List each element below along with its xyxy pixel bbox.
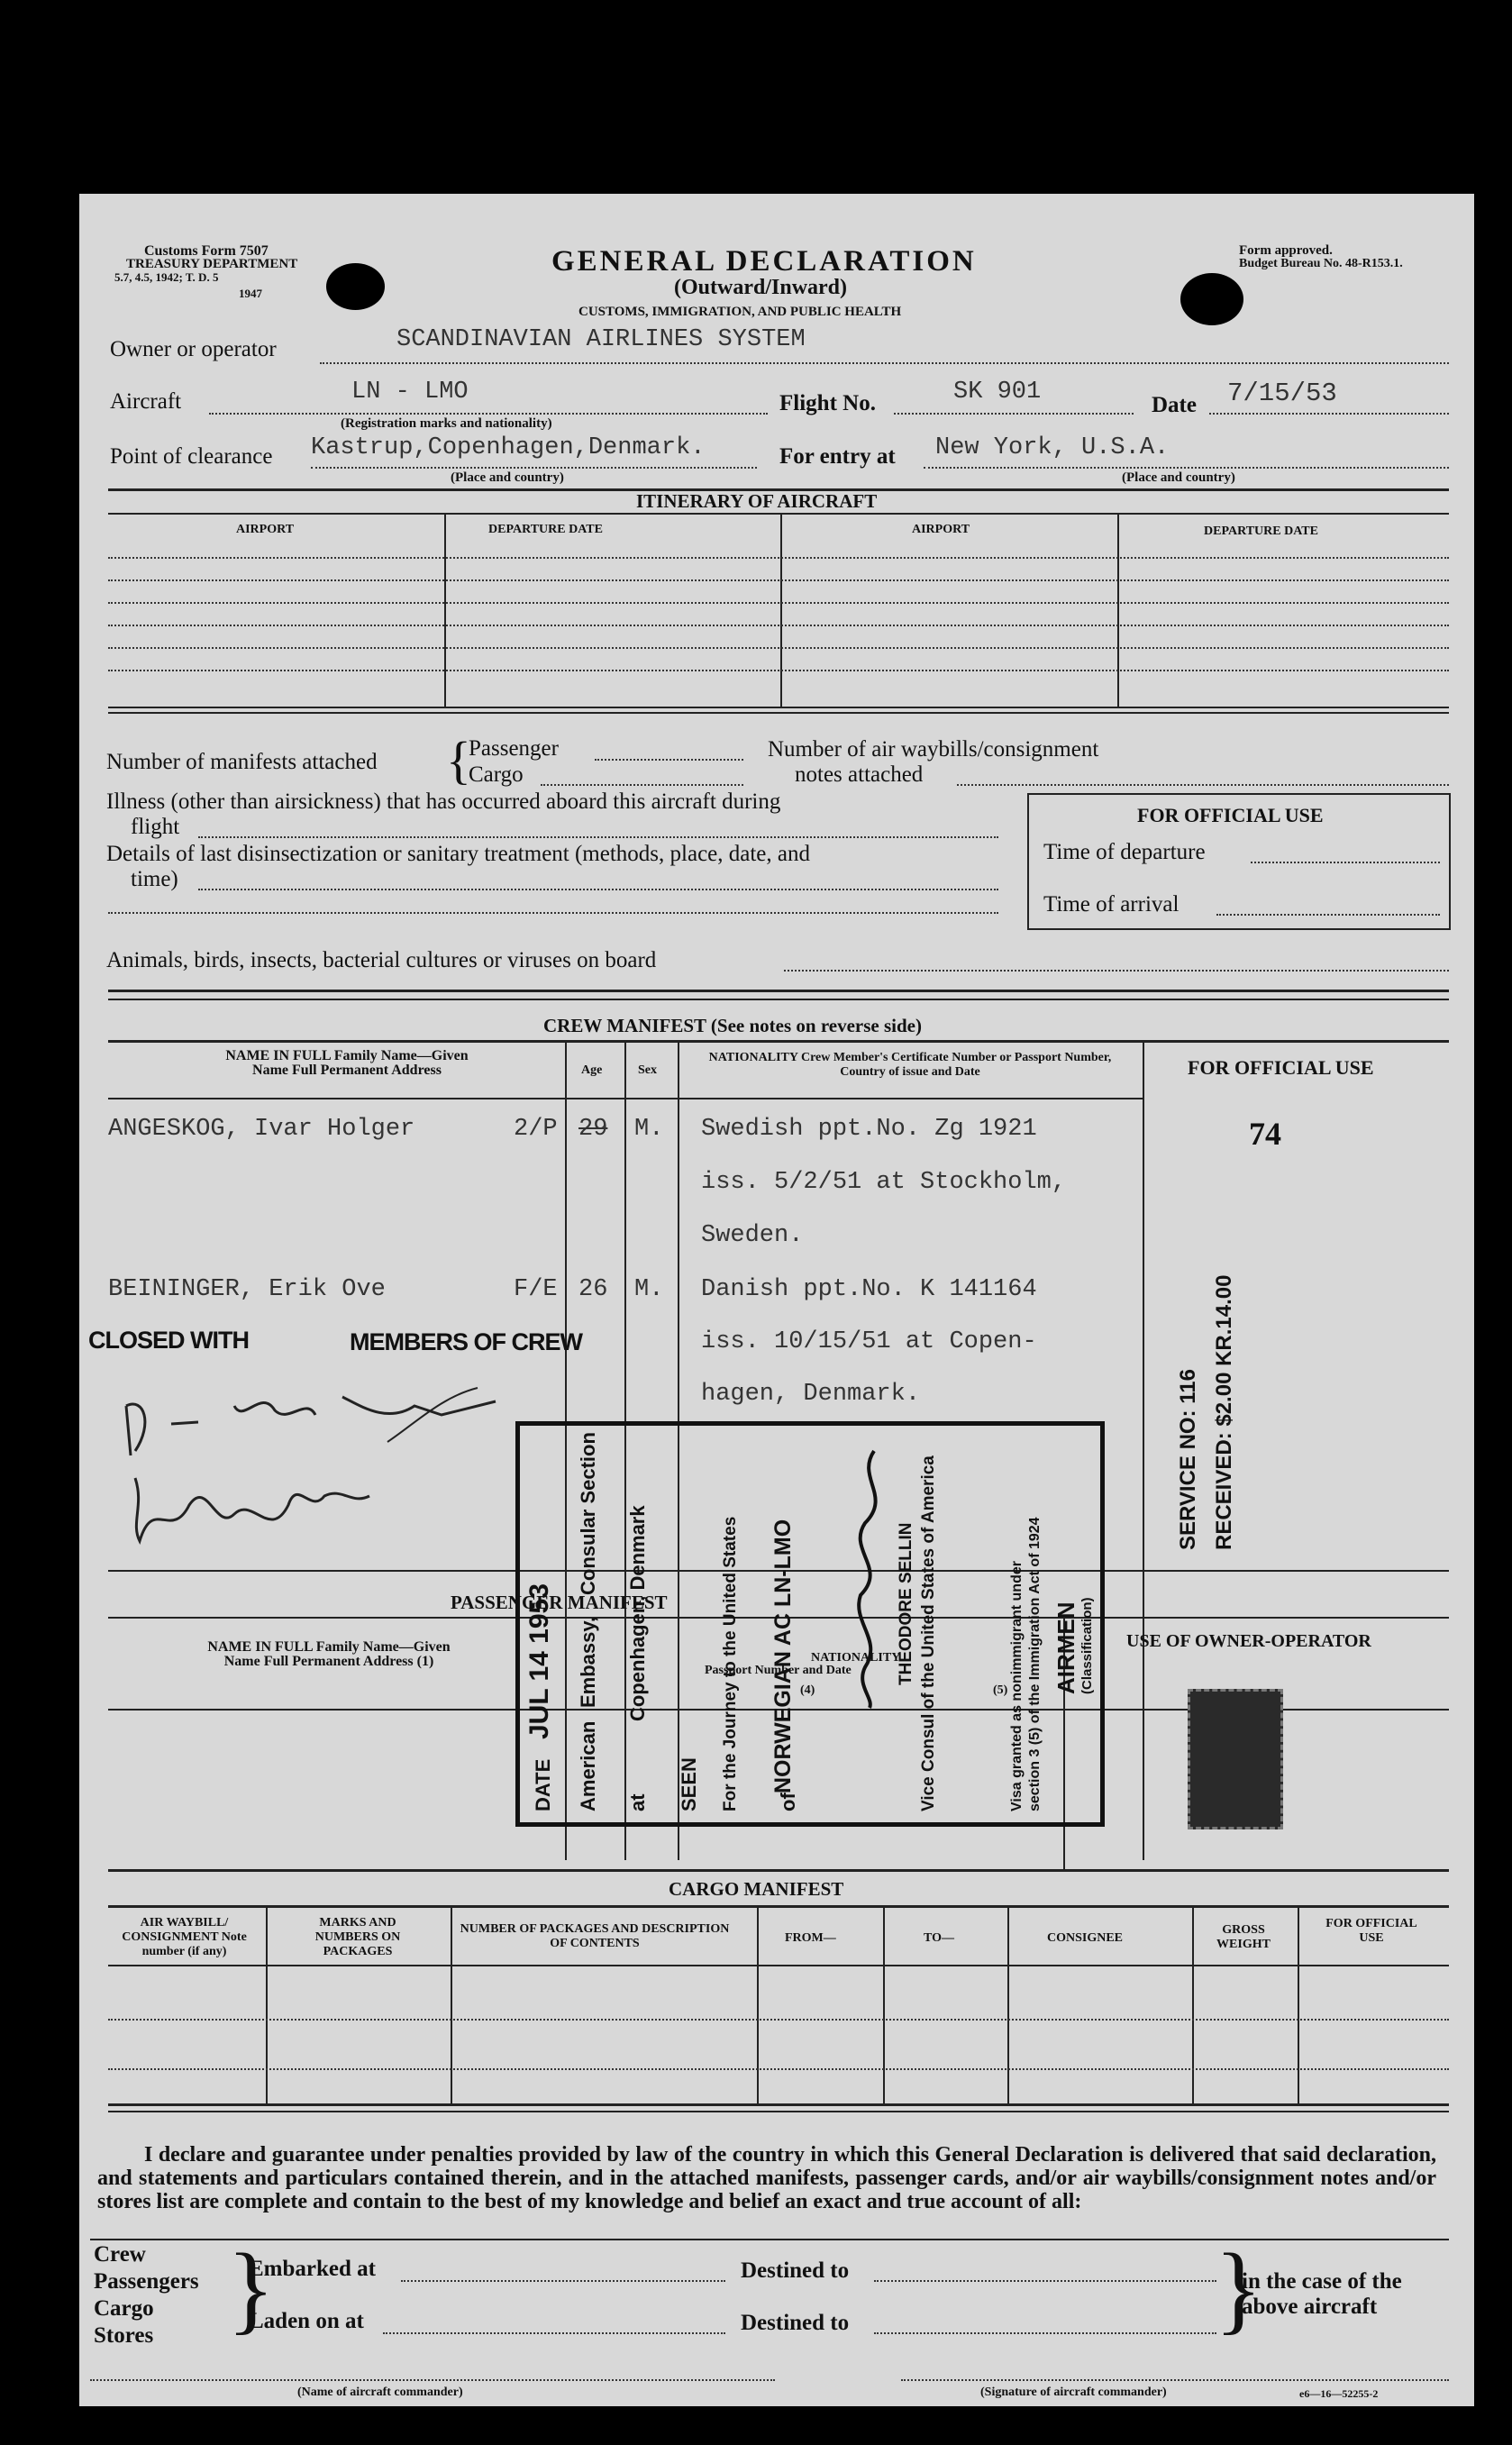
itinerary-col-airport-2: AIRPORT <box>912 523 970 536</box>
declaration-passengers: Passengers <box>94 2269 199 2294</box>
cargo-label: Cargo <box>469 762 524 787</box>
itinerary-row-line <box>108 557 1449 559</box>
passenger-bottom-rule <box>108 1869 1449 1872</box>
itinerary-title: ITINERARY OF AIRCRAFT <box>636 490 878 512</box>
details-bottom-rule <box>108 999 1449 1000</box>
cargo-col-consignee: CONSIGNEE <box>1047 1931 1124 1945</box>
aircraft-line <box>209 413 768 415</box>
cargo-divider <box>1007 1905 1009 2103</box>
cargo-col-waybill: AIR WAYBILL/ CONSIGNMENT Note number (if any) <box>122 1916 247 1958</box>
crew-divider <box>1143 1040 1144 1860</box>
itinerary-header-rule <box>108 513 1449 515</box>
owner-line <box>320 362 1449 364</box>
crew-row-1-age: 29 <box>578 1116 608 1143</box>
stamp-date-label: DATE <box>532 1758 554 1811</box>
entry-value: New York, U.S.A. <box>935 434 1170 461</box>
waybills-label: Number of air waybills/consignment <box>768 737 1099 762</box>
document-subtitle: (Outward/Inward) <box>674 276 848 299</box>
case-label-2: above aircraft <box>1242 2294 1378 2319</box>
flight-value: SK 901 <box>953 379 1042 406</box>
punch-hole <box>1180 273 1243 325</box>
crew-official-mark: 74 <box>1249 1116 1281 1152</box>
stamp-seen: SEEN <box>678 1757 700 1811</box>
details-bottom-rule <box>108 990 1449 992</box>
declaration-brace-left: } <box>227 2233 275 2343</box>
disinsect-label-cont: time) <box>131 867 178 891</box>
entry-label: For entry at <box>779 444 896 469</box>
time-arrival-line <box>1216 914 1440 916</box>
disinsect-label: Details of last disinsectization or sanitary treatment (methods, place, date, and <box>106 842 810 866</box>
crew-row-1-issue: iss. 5/2/51 at Stockholm, <box>701 1169 1067 1196</box>
commander-signature-line <box>901 2379 1449 2381</box>
print-code: e6—16—52255-2 <box>1299 2387 1379 2400</box>
time-arrival-label: Time of arrival <box>1043 892 1180 917</box>
crew-col-name: NAME IN FULL Family Name—Given Name Full Permanent Address <box>225 1048 469 1078</box>
stamp-at: at <box>626 1793 649 1811</box>
cargo-line <box>541 784 743 786</box>
disinsect-line <box>108 912 998 914</box>
waybills-label-cont: notes attached <box>795 762 924 787</box>
disinsect-line <box>198 889 998 890</box>
manifests-brace: { <box>446 731 471 789</box>
passenger-col-nationality: NATIONALITY <box>811 1651 901 1665</box>
manifests-label: Number of manifests attached <box>106 750 378 774</box>
illness-label-cont: flight <box>131 815 180 839</box>
date-label: Date <box>1152 393 1197 417</box>
date-value: 7/15/53 <box>1227 379 1337 408</box>
crew-row-2-issue: iss. 10/15/51 at Copen- <box>701 1328 1037 1355</box>
itinerary-divider <box>1117 513 1119 707</box>
crew-row-1-sex: M. <box>634 1116 664 1143</box>
waybills-line <box>957 784 1449 786</box>
crew-row-2-age: 26 <box>578 1276 608 1303</box>
stamp-classification-value: AIRMEN <box>1052 1601 1079 1694</box>
crew-row-1-position: 2/P <box>514 1116 558 1143</box>
destined-line-2 <box>874 2332 1216 2334</box>
crew-row-2-sex: M. <box>634 1276 664 1303</box>
cargo-divider <box>266 1905 268 2103</box>
animals-label: Animals, birds, insects, bacterial cultures or viruses on board <box>106 948 657 972</box>
embarked-line <box>401 2280 725 2282</box>
destined-label-2: Destined to <box>741 2311 850 2335</box>
flight-line <box>894 413 1134 415</box>
passenger-col-4: (4) <box>800 1683 815 1697</box>
itinerary-bottom-rule <box>108 712 1449 714</box>
crew-col-sex: Sex <box>638 1063 657 1077</box>
cargo-col-weight: GROSS WEIGHT <box>1216 1923 1271 1951</box>
itinerary-divider <box>780 513 782 707</box>
crew-col-official: FOR OFFICIAL USE <box>1188 1056 1374 1079</box>
stamp-visa-line-1: Visa granted as nonimmigrant under <box>1009 1561 1025 1811</box>
stamp-consular-section: Consular Section <box>577 1432 599 1595</box>
itinerary-row-line <box>108 602 1449 604</box>
itinerary-col-departure-1: DEPARTURE DATE <box>488 523 603 536</box>
time-departure-label: Time of departure <box>1043 840 1206 864</box>
stamp-visa-line-2: section 3 (5) of the Immigration Act of 1924 <box>1027 1517 1043 1811</box>
embarked-label: Embarked at <box>249 2257 376 2281</box>
illness-line <box>198 836 998 838</box>
cargo-row-line <box>108 2019 1449 2021</box>
crew-row-2-name: BEININGER, Erik Ove <box>108 1276 386 1303</box>
passenger-col-owner: USE OF OWNER-OPERATOR <box>1126 1631 1371 1651</box>
laden-label: Laden on at <box>249 2309 364 2333</box>
budget-bureau: Budget Bureau No. 48-R153.1. <box>1239 257 1403 270</box>
itinerary-col-departure-2: DEPARTURE DATE <box>1204 525 1318 538</box>
crew-col-age: Age <box>581 1063 603 1077</box>
itinerary-divider <box>444 513 446 707</box>
cargo-divider <box>1192 1905 1194 2103</box>
itinerary-row-line <box>108 670 1449 671</box>
itinerary-bottom-rule <box>108 707 1449 708</box>
service-number: SERVICE NO: 116 <box>1176 1369 1200 1550</box>
passenger-line <box>595 759 743 761</box>
customs-form-number: Customs Form 7507 <box>144 243 269 259</box>
official-use-title: FOR OFFICIAL USE <box>1137 804 1324 826</box>
cargo-bottom-rule <box>108 2103 1449 2106</box>
cargo-row-line <box>108 2068 1449 2070</box>
animals-line <box>784 970 1449 972</box>
owner-value: SCANDINAVIAN AIRLINES SYSTEM <box>396 326 806 353</box>
cargo-bottom-rule <box>108 2111 1449 2112</box>
itinerary-col-airport-1: AIRPORT <box>236 523 295 536</box>
crew-row-1-name: ANGESKOG, Ivar Holger <box>108 1116 415 1143</box>
cargo-divider <box>451 1905 452 2103</box>
stamp-classification-label: (Classification) <box>1079 1597 1095 1694</box>
form-approved: Form approved. <box>1239 243 1333 258</box>
commander-signature-caption: (Signature of aircraft commander) <box>980 2386 1167 2399</box>
itinerary-row-line <box>108 625 1449 626</box>
crew-row-1-nationality: Swedish ppt.No. Zg 1921 <box>701 1116 1037 1143</box>
cargo-col-official: FOR OFFICIAL USE <box>1325 1917 1417 1945</box>
declaration-stores: Stores <box>94 2323 154 2348</box>
illness-label: Illness (other than airsickness) that has occurred aboard this aircraft during <box>106 789 781 814</box>
commander-name-line <box>90 2379 775 2381</box>
declaration-text: I declare and guarantee under penalties provided by law of the country in which this General Declaration is delivered that said declaration, and statements and particulars contained therein, and in the attached manifests, passenger cards, and/or air waybills/consignment notes and/or stores list are complete and contain to the best of my knowledge and belief an exact and true account of all: <box>97 2143 1436 2213</box>
stamp-consul-name: THEODORE SELLIN <box>897 1522 915 1685</box>
cargo-divider <box>883 1905 885 2103</box>
entry-note: (Place and country) <box>1122 470 1235 485</box>
date-line <box>1209 413 1449 415</box>
document-title: GENERAL DECLARATION <box>551 245 977 278</box>
destined-line-1 <box>874 2280 1216 2282</box>
declaration-brace-right: } <box>1215 2233 1262 2343</box>
aircraft-value: LN - LMO <box>351 379 469 406</box>
stamp-of: of <box>777 1793 799 1811</box>
destined-label-1: Destined to <box>741 2258 850 2283</box>
stamp-holder: NORWEGIAN AC LN-LMO <box>770 1519 796 1793</box>
crew-row-2-country: hagen, Denmark. <box>701 1381 921 1408</box>
stamp-journey: For the Journey to the United States <box>721 1516 740 1811</box>
declaration-cargo: Cargo <box>94 2296 154 2321</box>
cargo-manifest-title: CARGO MANIFEST <box>669 1878 844 1900</box>
passenger-manifest-title: PASSENGER MANIFEST <box>451 1592 668 1613</box>
treasury-label: TREASURY DEPARTMENT <box>126 257 298 271</box>
form-year: 1947 <box>239 287 262 300</box>
handwritten-signature <box>117 1370 541 1577</box>
flight-label: Flight No. <box>779 391 876 415</box>
clearance-label: Point of clearance <box>110 444 273 469</box>
cargo-header-rule <box>108 1965 1449 1966</box>
stamp-date-value: JUL 14 1953 <box>524 1583 554 1739</box>
stamp-city: Copenhagen, Denmark <box>626 1505 649 1721</box>
stamp-american: American <box>577 1720 599 1811</box>
crew-row-1-country: Sweden. <box>701 1222 804 1249</box>
crew-col-nationality: NATIONALITY Crew Member's Certificate Number or Passport Number, Country of issue and Date <box>708 1051 1112 1079</box>
passenger-col-passport: Passport Number and Date <box>705 1664 852 1677</box>
owner-label: Owner or operator <box>110 337 277 361</box>
cargo-col-marks: MARKS AND NUMBERS ON PACKAGES <box>314 1916 401 1958</box>
members-of-crew-stamp: MEMBERS OF CREW <box>350 1328 582 1355</box>
crew-row-2-position: F/E <box>514 1276 558 1303</box>
passenger-label: Passenger <box>469 736 559 761</box>
time-departure-line <box>1251 862 1440 863</box>
cargo-col-description: NUMBER OF PACKAGES AND DESCRIPTION OF CONTENTS <box>460 1922 730 1950</box>
aircraft-label: Aircraft <box>110 389 182 414</box>
stamp-embassy: Embassy, <box>577 1616 599 1708</box>
commander-name-caption: (Name of aircraft commander) <box>297 2386 463 2399</box>
fee-received: RECEIVED: $2.00 KR.14.00 <box>1212 1274 1236 1550</box>
cargo-divider <box>757 1905 759 2103</box>
crew-row-2-nationality: Danish ppt.No. K 141164 <box>701 1276 1037 1303</box>
cargo-title-rule <box>108 1905 1449 1908</box>
stamp-consul-title: Vice Consul of the United States of America <box>919 1455 938 1811</box>
aircraft-note: (Registration marks and nationality) <box>341 416 552 431</box>
closed-with-stamp: CLOSED WITH <box>88 1327 249 1354</box>
cargo-col-to: TO— <box>924 1931 954 1945</box>
itinerary-row-line <box>108 579 1449 581</box>
fee-stamp-icon <box>1188 1689 1283 1829</box>
laden-line <box>383 2332 725 2334</box>
entry-line <box>924 467 1449 469</box>
clearance-value: Kastrup,Copenhagen,Denmark. <box>311 434 706 461</box>
consul-signature <box>838 1442 901 1712</box>
agencies-label: CUSTOMS, IMMIGRATION, AND PUBLIC HEALTH <box>578 305 902 319</box>
case-label-1: in the case of the <box>1242 2269 1402 2294</box>
cargo-col-from: FROM— <box>785 1931 836 1945</box>
passenger-col-5: (5) <box>993 1683 1008 1697</box>
punch-hole <box>326 263 385 310</box>
itinerary-row-line <box>108 647 1449 649</box>
crew-title-rule <box>108 1040 1449 1043</box>
clearance-line <box>311 467 757 469</box>
form-reference: 5.7, 4.5, 1942; T. D. 5 <box>114 270 219 284</box>
crew-manifest-title: CREW MANIFEST (See notes on reverse side) <box>543 1015 922 1036</box>
cargo-divider <box>1298 1905 1299 2103</box>
passenger-col-name: NAME IN FULL Family Name—Given Name Full Permanent Address (1) <box>207 1639 451 1669</box>
declaration-crew: Crew <box>94 2242 146 2267</box>
clearance-note: (Place and country) <box>451 470 564 485</box>
